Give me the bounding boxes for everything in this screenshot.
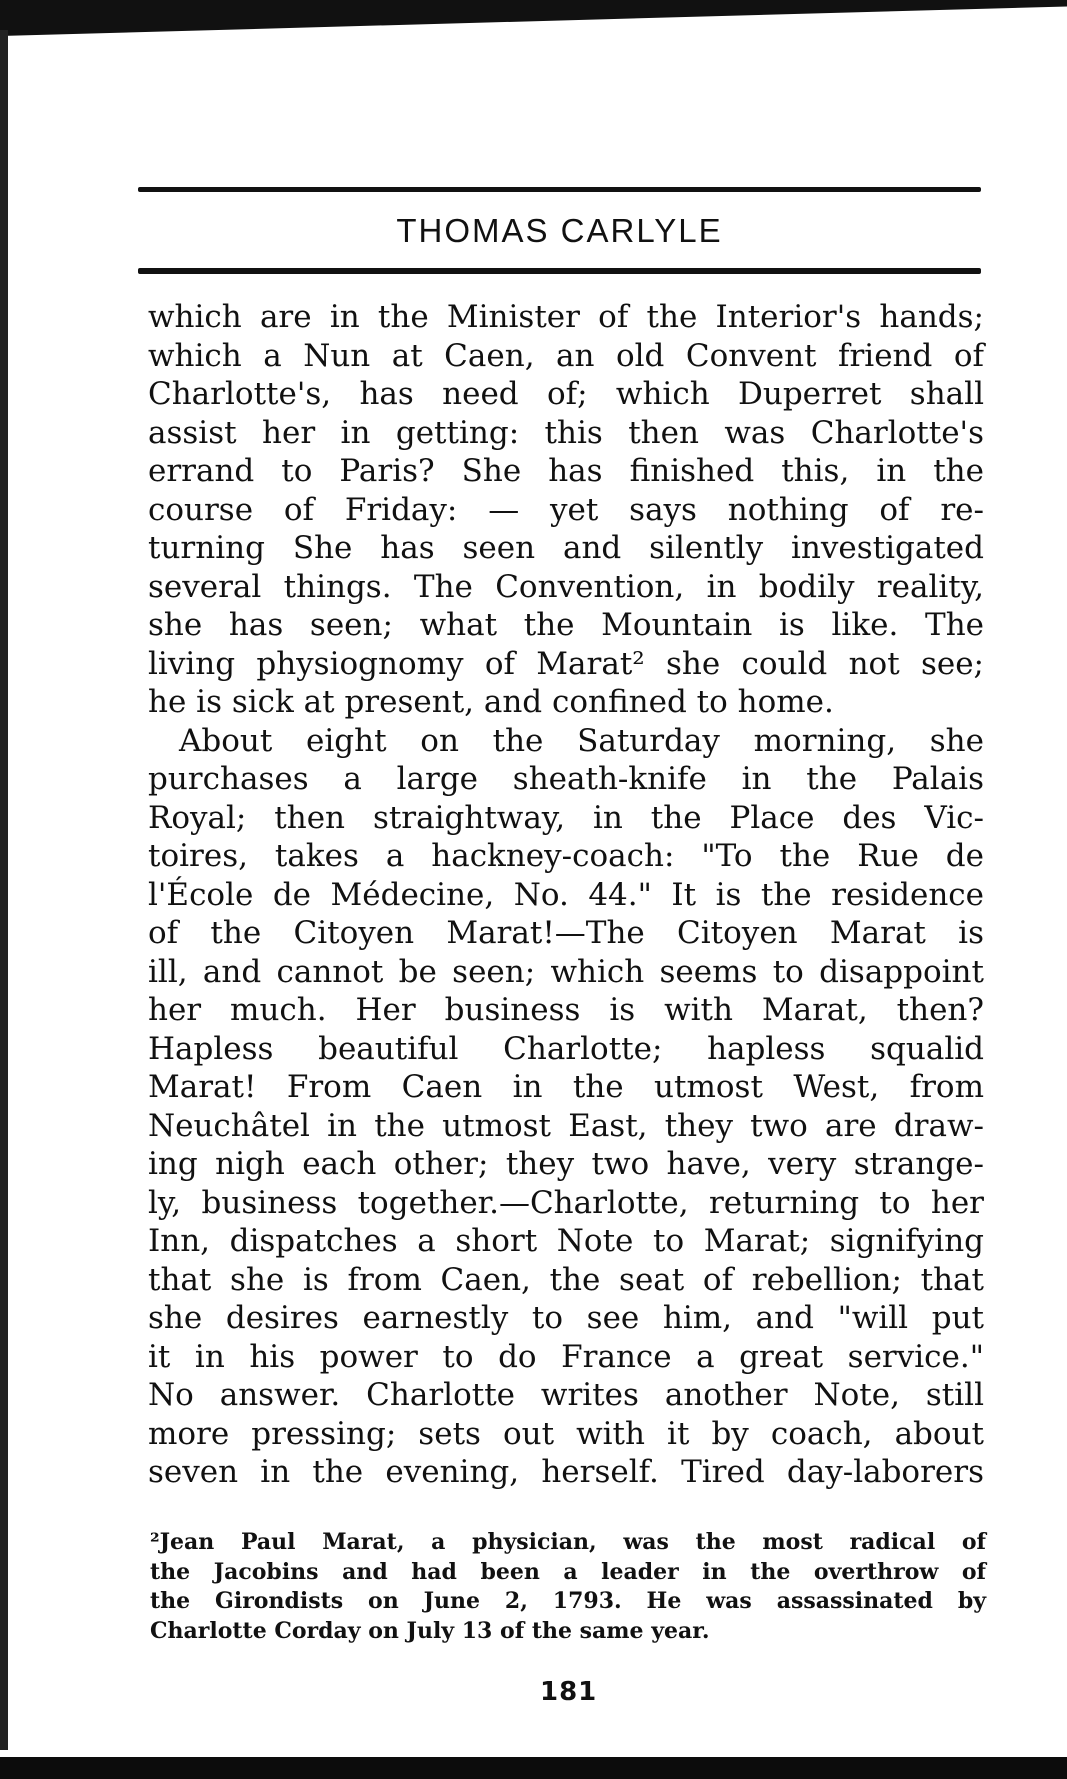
body-line: ill, and cannot be seen; which seems to disappoint xyxy=(148,953,984,990)
body-line: Royal; then straightway, in the Place des Vic- xyxy=(148,799,984,836)
footnote-line: Charlotte Corday on July 13 of the same year. xyxy=(150,1617,710,1644)
body-line: course of Friday: — yet says nothing of re- xyxy=(148,491,984,528)
header-bottom-rule xyxy=(138,268,981,274)
body-line: several things. The Convention, in bodily reality, xyxy=(148,568,984,605)
body-line: her much. Her business is with Marat, then? xyxy=(148,992,984,1028)
body-line: which are in the Minister of the Interior's hands; xyxy=(148,299,984,335)
body-line: purchases a large sheath-knife in the Palais xyxy=(148,761,984,797)
body-line: which a Nun at Caen, an old Convent friend of xyxy=(148,337,984,374)
body-line: ing nigh each other; they two have, very strange- xyxy=(148,1146,984,1182)
body-line: l'École de Médecine, No. 44." It is the residence xyxy=(148,876,984,913)
footnote-line: ²Jean Paul Marat, a physician, was the most radical of xyxy=(150,1529,986,1555)
footnote-line: the Jacobins and had been a leader in the overthrow of xyxy=(150,1558,986,1585)
body-line: errand to Paris? She has finished this, in the xyxy=(148,453,984,489)
body-line: Inn, dispatches a short Note to Marat; signifying xyxy=(148,1223,984,1259)
body-line: No answer. Charlotte writes another Note, still xyxy=(148,1377,984,1413)
body-line: she has seen; what the Mountain is like. The xyxy=(148,607,984,643)
body-line: she desires earnestly to see him, and "will put xyxy=(148,1300,984,1336)
page-edge-top xyxy=(0,0,1067,36)
body-line: toires, takes a hackney-coach: "To the Rue de xyxy=(148,838,984,874)
body-line: ly, business together.—Charlotte, returning to her xyxy=(148,1184,984,1221)
body-line: more pressing; sets out with it by coach, about xyxy=(148,1415,984,1452)
page-edge-left xyxy=(0,30,8,1750)
footnote-line: the Girondists on June 2, 1793. He was assassinated by xyxy=(150,1588,986,1614)
footnote xyxy=(150,1528,986,1646)
body-line: it in his power to do France a great service." xyxy=(148,1338,984,1375)
body-line: turning She has seen and silently investigated xyxy=(148,530,984,566)
body-line: of the Citoyen Marat!—The Citoyen Marat is xyxy=(148,915,984,951)
body-line: living physiognomy of Marat² she could not see; xyxy=(148,645,984,682)
header-top-rule xyxy=(138,187,981,192)
body-line: Marat! From Caen in the utmost West, from xyxy=(148,1069,984,1105)
body-line: seven in the evening, herself. Tired day-laborers xyxy=(148,1454,984,1490)
body-line: About eight on the Saturday morning, she xyxy=(148,722,984,759)
page-number: 181 xyxy=(540,1677,598,1707)
body-line: Charlotte's, has need of; which Duperret shall xyxy=(148,376,984,412)
running-title: THOMAS CARLYLE xyxy=(396,212,723,249)
body-line: Neuchâtel in the utmost East, they two are draw- xyxy=(148,1107,984,1144)
page-edge-bottom xyxy=(0,1757,1067,1779)
body-line: Hapless beautiful Charlotte; hapless squalid xyxy=(148,1030,984,1067)
body-line: assist her in getting: this then was Charlotte's xyxy=(148,414,984,451)
body-line: he is sick at present, and confined to home. xyxy=(148,684,834,720)
body-line: that she is from Caen, the seat of rebellion; that xyxy=(148,1261,984,1298)
body-text xyxy=(148,298,984,1492)
